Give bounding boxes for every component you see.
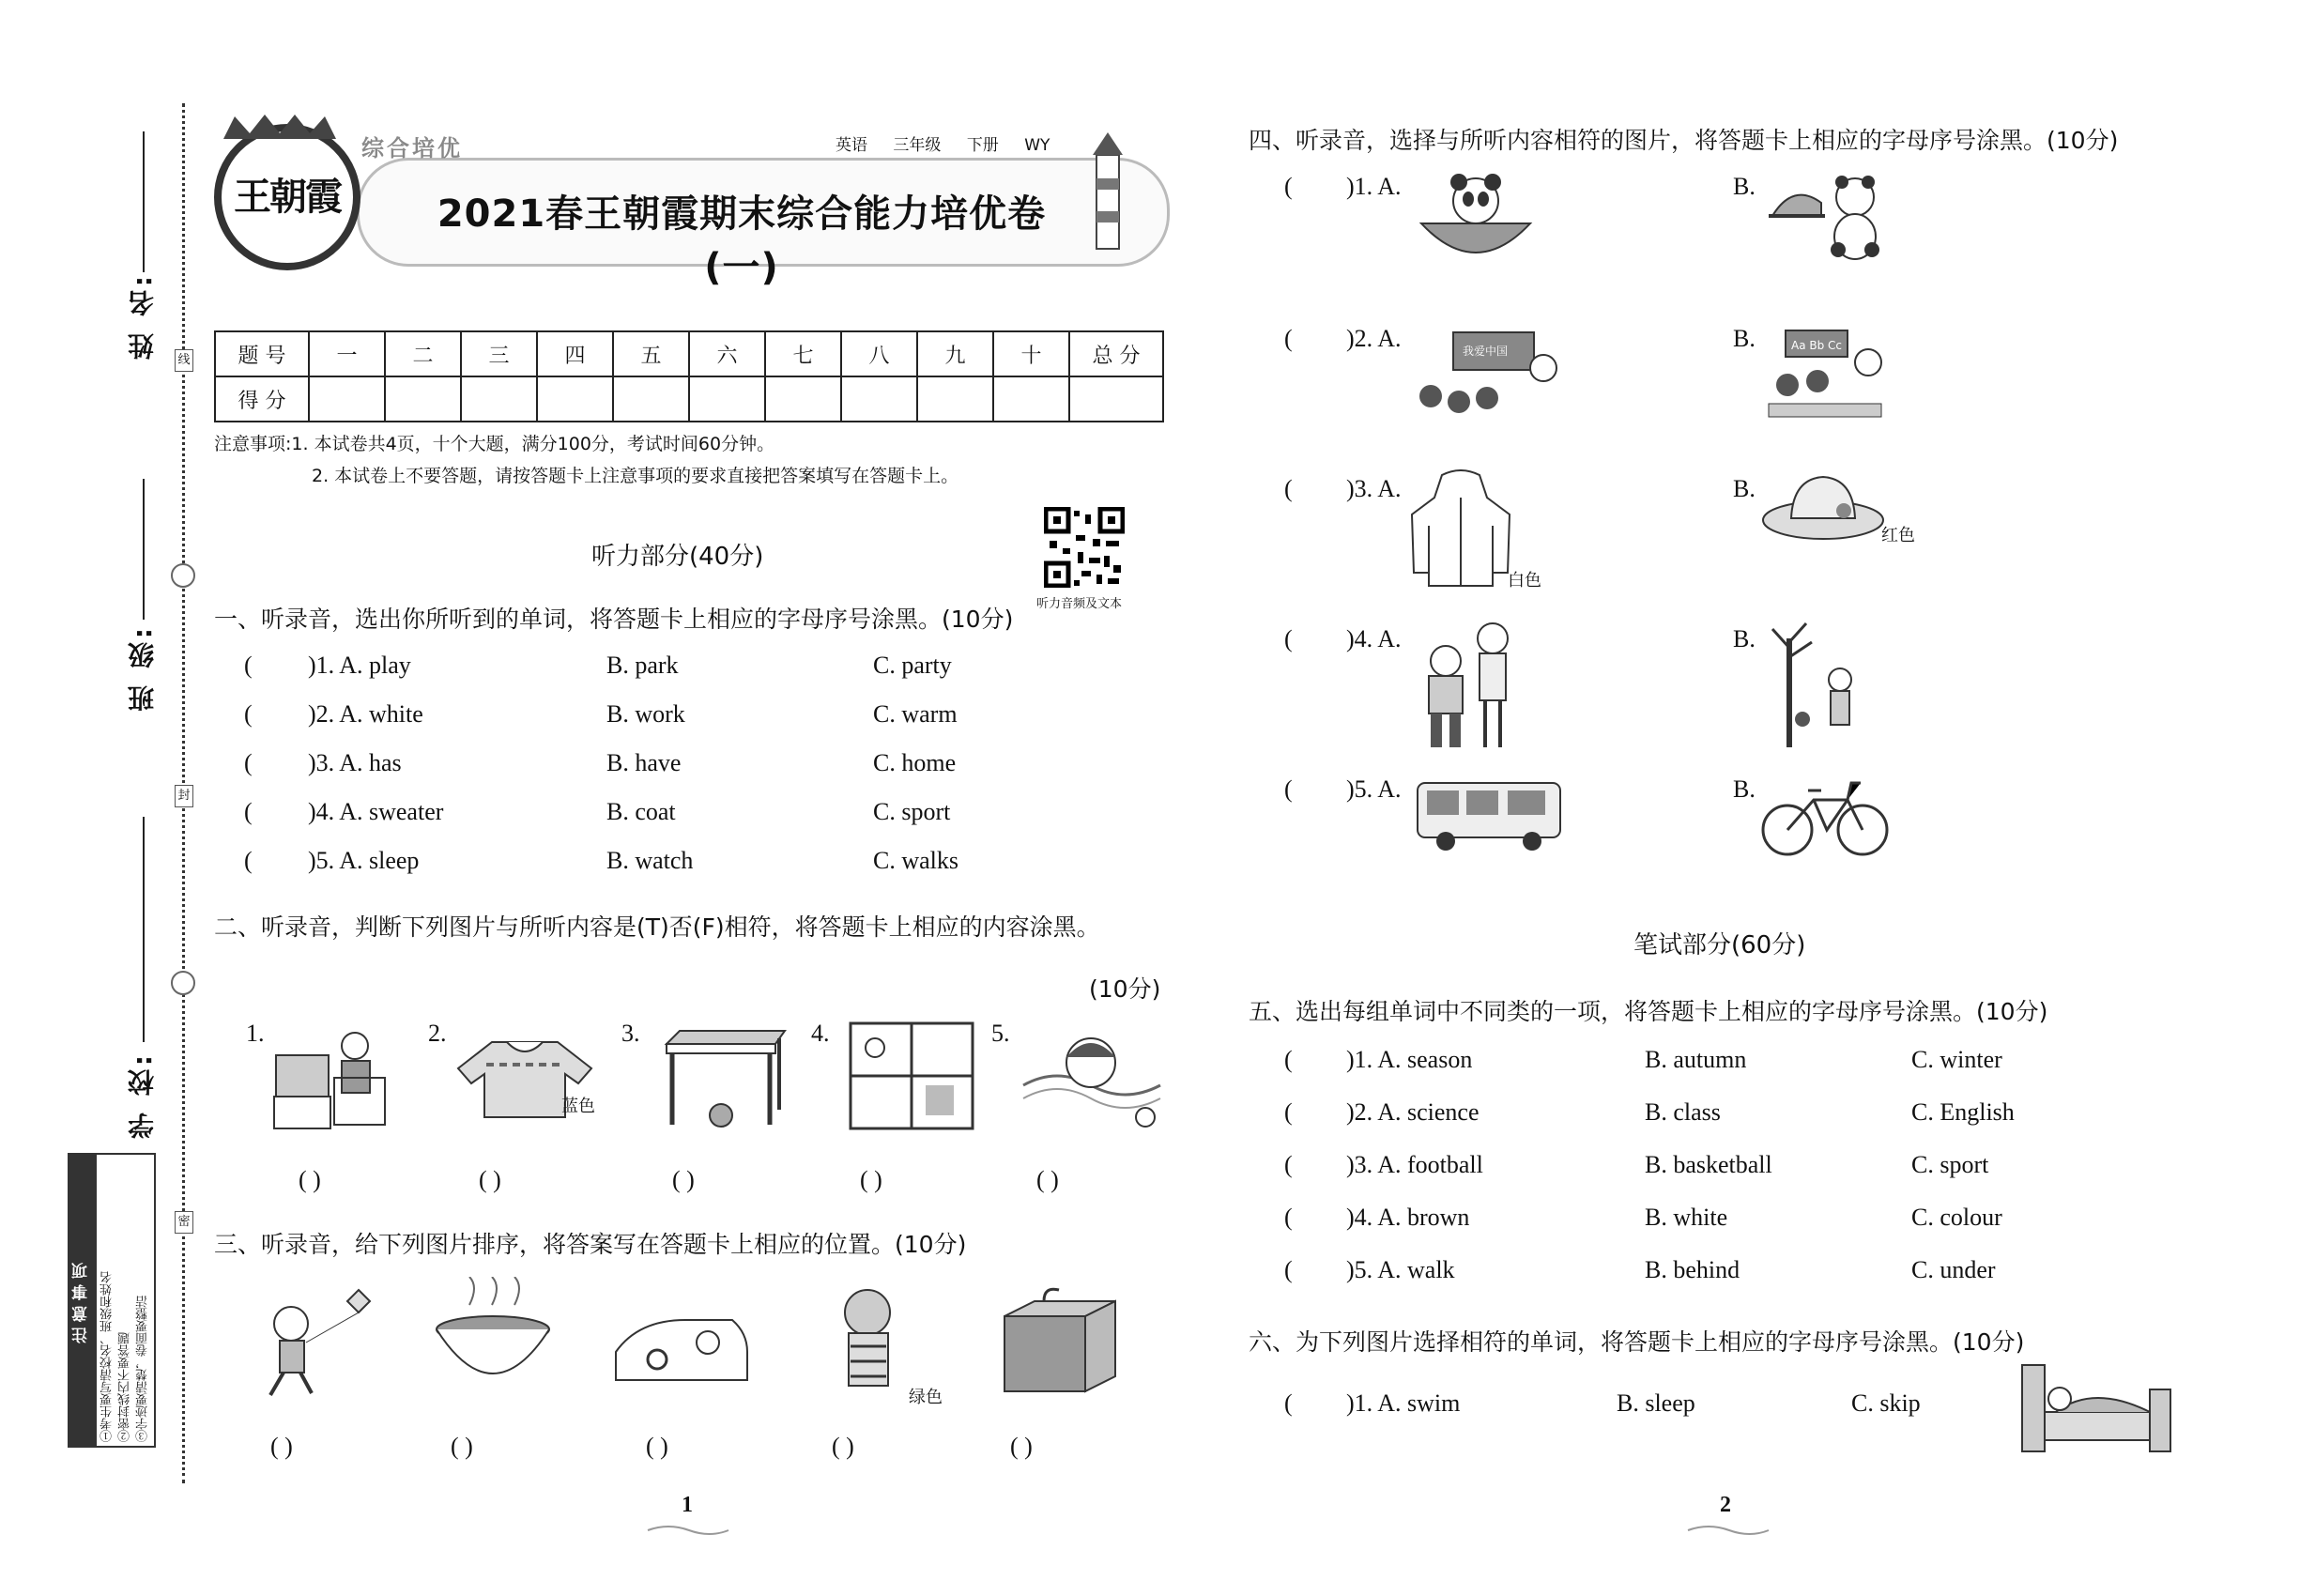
answer-paren[interactable]: ( <box>244 798 253 825</box>
binding-notes <box>68 1153 156 1448</box>
binding-note: ②密封线内不要答题 <box>118 1332 132 1442</box>
s5-q1-option-b: B. autumn <box>1645 1046 1747 1073</box>
answer-paren[interactable]: ( <box>1284 475 1293 502</box>
girl-sleeping-picture <box>2018 1361 2174 1455</box>
binding-notes-title: 注意事项 <box>69 1155 97 1446</box>
score-input-cell[interactable] <box>461 376 537 422</box>
name-label: 姓 名: <box>127 272 158 360</box>
section4-title: 四、听录音，选择与所听内容相符的图片，将答题卡上相应的字母序号涂黑。(10分) <box>1249 127 2119 154</box>
school-line[interactable] <box>143 817 145 1042</box>
answer-paren[interactable]: ( <box>1284 1046 1293 1073</box>
answer-paren[interactable]: ( <box>244 749 253 776</box>
section3-title: 三、听录音，给下列图片排序，将答案写在答题卡上相应的位置。(10分) <box>214 1231 967 1258</box>
noodle-bowl-picture <box>432 1277 554 1399</box>
answer-paren[interactable]: ( <box>244 847 253 874</box>
white-jacket-picture <box>1404 469 1517 591</box>
score-cell: 一 <box>309 331 385 376</box>
s4-q5-label: )5. A. <box>1346 775 1402 803</box>
s1-q2-option-b: B. work <box>606 700 685 728</box>
answer-paren[interactable]: ( <box>1284 1204 1293 1231</box>
s5-q1-option-c: C. winter <box>1911 1046 2002 1073</box>
s2-color-note: 蓝色 <box>561 1097 595 1116</box>
bind-tag-secret: 密 <box>175 1211 193 1234</box>
score-cell: 七 <box>765 331 841 376</box>
s1-q3-option-b: B. have <box>606 749 682 776</box>
score-input-cell[interactable] <box>841 376 917 422</box>
notice-line-2: 2. 本试卷上不要答题，请按答题卡上注意事项的要求直接把答案填写在答题卡上。 <box>312 466 959 486</box>
panda-and-cap-picture <box>1765 169 1887 263</box>
s1-q5-option-a: )5. A. sleep <box>308 847 420 874</box>
s4-white-note: 白色 <box>1508 571 1541 591</box>
s2-answer[interactable]: ( ) <box>1036 1166 1059 1193</box>
section1-title: 一、听录音，选出你所听到的单词，将答题卡上相应的字母序号涂黑。(10分) <box>214 606 1014 633</box>
page-wave-ornament <box>1686 1523 1771 1536</box>
s2-answer[interactable]: ( ) <box>479 1166 501 1193</box>
bind-tag-line: 线 <box>175 349 193 372</box>
s5-q5-option-c: C. under <box>1911 1256 1996 1283</box>
s5-q2-option-b: B. class <box>1645 1098 1721 1126</box>
section5-title: 五、选出每组单词中不同类的一项，将答题卡上相应的字母序号涂黑。(10分) <box>1249 998 2048 1025</box>
s3-answer[interactable]: ( ) <box>832 1433 854 1460</box>
class-line[interactable] <box>143 479 145 620</box>
s2-number: 5. <box>991 1020 1010 1047</box>
lighthouse-icon <box>1080 127 1136 258</box>
chinese-class-picture <box>1412 330 1566 424</box>
s5-q4-option-a: )4. A. brown <box>1346 1204 1470 1231</box>
s4-b-label: B. <box>1733 475 1756 502</box>
qr-code-icon[interactable] <box>1044 507 1125 588</box>
s5-q4-option-b: B. white <box>1645 1204 1728 1231</box>
score-cell: 八 <box>841 331 917 376</box>
s4-b-label: B. <box>1733 325 1756 352</box>
score-input-cell[interactable] <box>385 376 461 422</box>
s4-q1-label: )1. A. <box>1346 173 1402 200</box>
s6-q1-option-a: )1. A. swim <box>1346 1389 1461 1417</box>
s5-q1-option-a: )1. A. season <box>1346 1046 1473 1073</box>
s5-q5-option-a: )5. A. walk <box>1346 1256 1455 1283</box>
boy-and-girl-picture <box>1418 620 1521 751</box>
score-cell: 五 <box>613 331 689 376</box>
score-input-cell[interactable] <box>993 376 1069 422</box>
section6-title: 六、为下列图片选择相符的单词，将答题卡上相应的字母序号涂黑。(10分) <box>1249 1328 2025 1356</box>
s5-q3-option-c: C. sport <box>1911 1151 1989 1178</box>
score-cell: 三 <box>461 331 537 376</box>
score-cell: 十 <box>993 331 1069 376</box>
s4-q2-label: )2. A. <box>1346 325 1402 352</box>
bus-picture <box>1414 779 1564 854</box>
tiger-picture <box>826 1286 911 1404</box>
score-cell: 九 <box>917 331 993 376</box>
s1-q4-option-c: C. sport <box>873 798 951 825</box>
score-input-cell[interactable] <box>613 376 689 422</box>
s4-b-label: B. <box>1733 625 1756 652</box>
s2-answer[interactable]: ( ) <box>860 1166 882 1193</box>
s2-number: 4. <box>811 1020 830 1047</box>
s1-q3-option-c: C. home <box>873 749 957 776</box>
meta-term: 下册 <box>966 136 999 155</box>
score-input-cell[interactable] <box>689 376 765 422</box>
box-with-cat-picture <box>997 1282 1119 1395</box>
s1-q1-option-b: B. park <box>606 652 679 679</box>
s1-q4-option-a: )4. A. sweater <box>308 798 444 825</box>
s2-answer[interactable]: ( ) <box>672 1166 695 1193</box>
s5-q3-option-a: )3. A. football <box>1346 1151 1483 1178</box>
header-badge: 综合培优 <box>361 135 463 161</box>
panda-in-cap-picture <box>1416 169 1538 272</box>
score-input-cell[interactable] <box>537 376 613 422</box>
score-cell: 二 <box>385 331 461 376</box>
s2-number: 1. <box>246 1020 265 1047</box>
page-wave-ornament <box>646 1523 730 1536</box>
qr-caption: 听力音频及文本 <box>1036 597 1123 611</box>
score-cell: 六 <box>689 331 765 376</box>
meta-subject: 英语 <box>836 136 867 155</box>
notice-line-1: 注意事项:1. 本试卷共4页，十个大题，满分100分，考试时间60分钟。 <box>214 434 775 454</box>
score-table-header-row <box>215 331 1163 376</box>
table-with-ball-picture <box>657 1025 789 1130</box>
answer-paren[interactable]: ( <box>1284 325 1293 352</box>
s1-q3-option-a: )3. A. has <box>308 749 402 776</box>
section2-title: 二、听录音，判断下列图片与所听内容是(T)否(F)相符，将答题卡上相应的内容涂黑。 <box>214 913 1100 941</box>
page-number-2: 2 <box>1720 1493 1731 1517</box>
page-number-1: 1 <box>682 1493 693 1517</box>
binding-note: ①考生要写清校名、班级和姓名 <box>100 1271 115 1442</box>
score-input-cell[interactable] <box>1069 376 1163 422</box>
binding-hole <box>171 971 195 995</box>
writing-part-title: 笔试部分(60分) <box>1633 931 1806 959</box>
score-input-cell[interactable] <box>309 376 385 422</box>
answer-paren[interactable]: ( <box>1284 1098 1293 1126</box>
s5-q3-option-b: B. basketball <box>1645 1151 1772 1178</box>
red-hat-picture <box>1759 473 1887 543</box>
class-label: 班 级: <box>127 624 158 712</box>
crown-icon <box>218 113 342 141</box>
s4-b-label: B. <box>1733 775 1756 803</box>
s5-q4-option-c: C. colour <box>1911 1204 2002 1231</box>
answer-paren[interactable]: ( <box>1284 173 1293 200</box>
s2-answer[interactable]: ( ) <box>299 1166 321 1193</box>
binding-note: ③字迹要清楚，卷面要整洁 <box>136 1296 150 1442</box>
answer-paren[interactable]: ( <box>1284 1389 1293 1417</box>
s5-q2-option-c: C. English <box>1911 1098 2015 1126</box>
answer-paren[interactable]: ( <box>1284 1151 1293 1178</box>
meta-grade: 三年级 <box>893 136 942 155</box>
meta-edition: WY <box>1024 136 1050 155</box>
s1-q2-option-c: C. warm <box>873 700 958 728</box>
logo-text: 王朝霞 <box>234 175 341 219</box>
s6-q1-option-b: B. sleep <box>1617 1389 1695 1417</box>
s2-number: 3. <box>621 1020 640 1047</box>
binding-notes-body <box>97 1155 154 1446</box>
score-input-cell[interactable] <box>765 376 841 422</box>
s2-number: 2. <box>428 1020 447 1047</box>
answer-paren[interactable]: ( <box>244 652 253 679</box>
english-class-picture <box>1765 329 1896 422</box>
s1-q1-option-a: )1. A. play <box>308 652 411 679</box>
girl-swimming-picture <box>1020 1020 1162 1128</box>
brand-logo <box>214 124 360 270</box>
boy-flying-kite-picture <box>253 1286 376 1399</box>
boy-watching-tv-picture <box>270 1023 392 1132</box>
s1-q5-option-c: C. walks <box>873 847 958 874</box>
section2-score: (10分) <box>1089 975 1161 1003</box>
s4-b-label: B. <box>1733 173 1756 200</box>
listening-part-title: 听力部分(40分) <box>591 543 764 571</box>
s1-q2-option-a: )2. A. white <box>308 700 423 728</box>
name-line[interactable] <box>143 131 145 272</box>
score-table <box>214 330 1164 422</box>
s6-q1-option-c: C. skip <box>1851 1389 1921 1417</box>
score-input-cell[interactable] <box>917 376 993 422</box>
s3-answer[interactable]: ( ) <box>646 1433 668 1460</box>
s4-red-note: 红色 <box>1881 526 1915 545</box>
s3-answer[interactable]: ( ) <box>1010 1433 1033 1460</box>
page-title: 2021春王朝霞期末综合能力培优卷(一) <box>437 192 1047 289</box>
answer-paren[interactable]: ( <box>244 700 253 728</box>
answer-paren[interactable]: ( <box>1284 625 1293 652</box>
header-meta <box>836 131 1070 155</box>
s4-q3-label: )3. A. <box>1346 475 1402 502</box>
s3-answer[interactable]: ( ) <box>451 1433 473 1460</box>
man-driving-car-picture <box>610 1314 751 1389</box>
binding-hole <box>171 563 195 588</box>
score-table-score-row <box>215 376 1163 422</box>
score-row-label: 得 分 <box>215 376 309 422</box>
s1-q5-option-b: B. watch <box>606 847 694 874</box>
s3-answer[interactable]: ( ) <box>270 1433 293 1460</box>
bind-tag-seal: 封 <box>175 785 193 807</box>
answer-paren[interactable]: ( <box>1284 775 1293 803</box>
school-label: 学 校: <box>127 1051 158 1139</box>
s3-color-note: 绿色 <box>909 1388 943 1407</box>
score-cell: 总 分 <box>1069 331 1163 376</box>
bicycle-picture <box>1761 775 1889 860</box>
answer-paren[interactable]: ( <box>1284 1256 1293 1283</box>
english-class-board-text: Aa Bb Cc <box>1791 339 1843 352</box>
tree-and-children-picture <box>1765 620 1868 751</box>
chinese-class-board-text: 我爱中国 <box>1463 345 1509 358</box>
s4-q4-label: )4. A. <box>1346 625 1402 652</box>
s5-q2-option-a: )2. A. science <box>1346 1098 1480 1126</box>
score-cell: 四 <box>537 331 613 376</box>
s1-q4-option-b: B. coat <box>606 798 676 825</box>
s1-q1-option-c: C. party <box>873 652 952 679</box>
window-picture <box>847 1020 978 1132</box>
s5-q5-option-b: B. behind <box>1645 1256 1740 1283</box>
score-cell: 题 号 <box>215 331 309 376</box>
